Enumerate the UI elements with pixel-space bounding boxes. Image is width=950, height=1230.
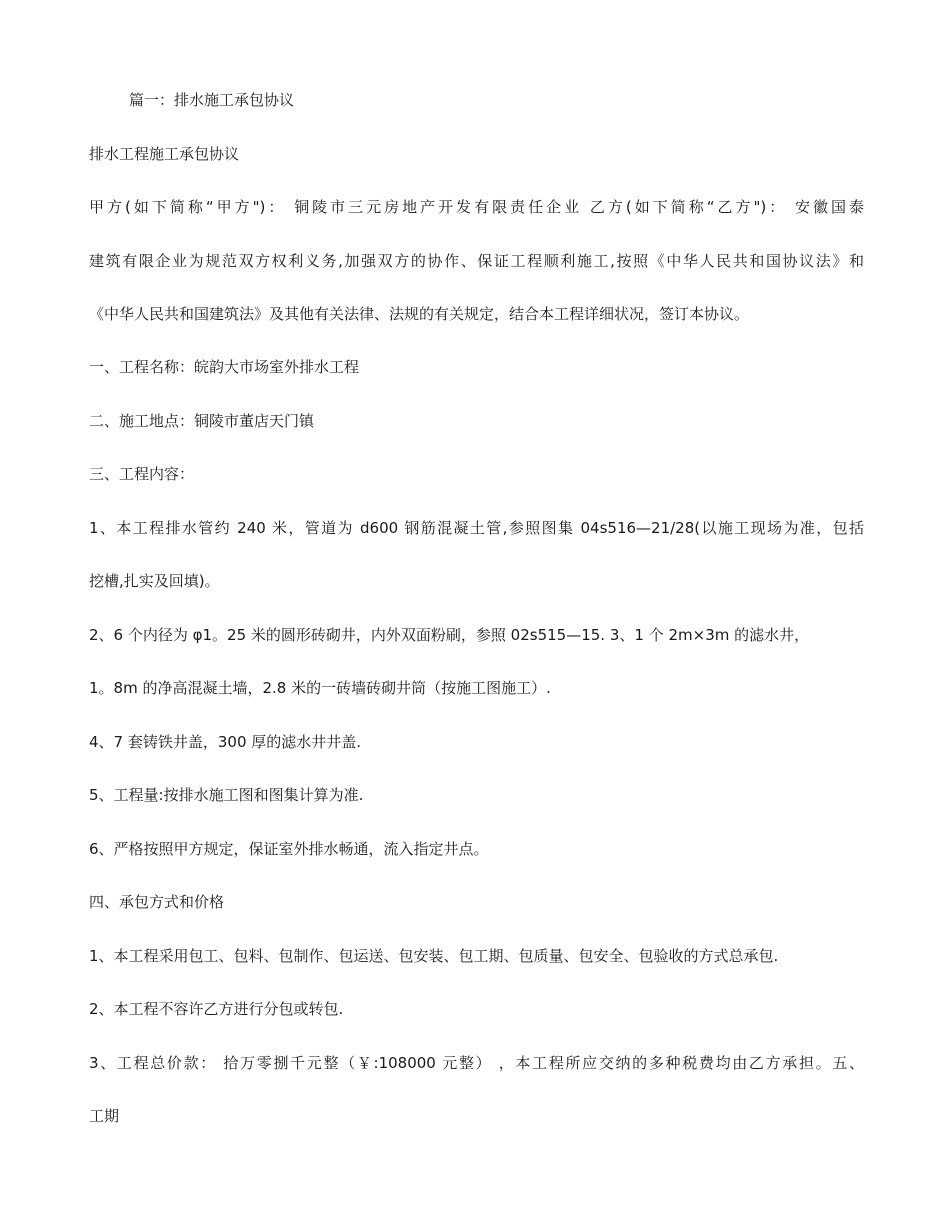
- price-2: 2、本工程不容许乙方进行分包或转包.: [89, 1000, 344, 1018]
- content-4: 4、7 套铸铁井盖，300 厚的滤水井井盖.: [89, 733, 362, 751]
- content-2-line-2: 1。8m 的净高混凝土墙，2.8 米的一砖墙砖砌井筒（按施工图施工）.: [89, 679, 551, 697]
- item-construction-site: 二、施工地点：铜陵市董店天门镇: [89, 412, 315, 430]
- contract-title: 排水工程施工承包协议: [89, 145, 240, 163]
- party-line: 甲方(如下简称“甲方")： 铜陵市三元房地产开发有限责任企业 乙方(如下简称“乙方")： 安徽国泰: [89, 198, 864, 216]
- price-1: 1、本工程采用包工、包料、包制作、包运送、包安装、包工期、包质量、包安全、包验收的方式总承包.: [89, 947, 779, 965]
- content-5: 5、工程量:按排水施工图和图集计算为准.: [89, 786, 364, 804]
- price-3-line-2: 工期: [89, 1107, 120, 1125]
- item-project-name: 一、工程名称：皖韵大市场室外排水工程: [89, 358, 360, 376]
- content-6: 6、严格按照甲方规定，保证室外排水畅通，流入指定井点。: [89, 840, 489, 858]
- item-contract-method: 四、承包方式和价格: [89, 893, 225, 911]
- intro-paragraph-line-2: 建筑有限企业为规范双方权利义务,加强双方的协作、保证工程顺利施工,按照《中华人民共和国协议法》和: [89, 252, 864, 270]
- section-heading: 篇一：排水施工承包协议: [129, 91, 295, 109]
- price-3-line-1: 3、工程总价款： 拾万零捌千元整（￥:108000 元整） ，本工程所应交纳的多种税费均由乙方承担。五、: [89, 1054, 864, 1072]
- item-project-content: 三、工程内容：: [89, 465, 195, 483]
- content-1-line-2: 挖槽,扎实及回填)。: [89, 572, 220, 590]
- content-2-line-1: 2、6 个内径为 φ1。25 米的圆形砖砌井，内外双面粉刷，参照 02s515—15. 3、1 个 2m×3m 的滤水井，: [89, 626, 810, 644]
- intro-paragraph-line-3: 《中华人民共和国建筑法》及其他有关法律、法规的有关规定，结合本工程详细状况，签订本协议。: [89, 305, 750, 323]
- content-1-line-1: 1、本工程排水管约 240 米，管道为 d600 钢筋混凝土管,参照图集 04s516—21/28(以施工现场为准，包括: [89, 519, 864, 537]
